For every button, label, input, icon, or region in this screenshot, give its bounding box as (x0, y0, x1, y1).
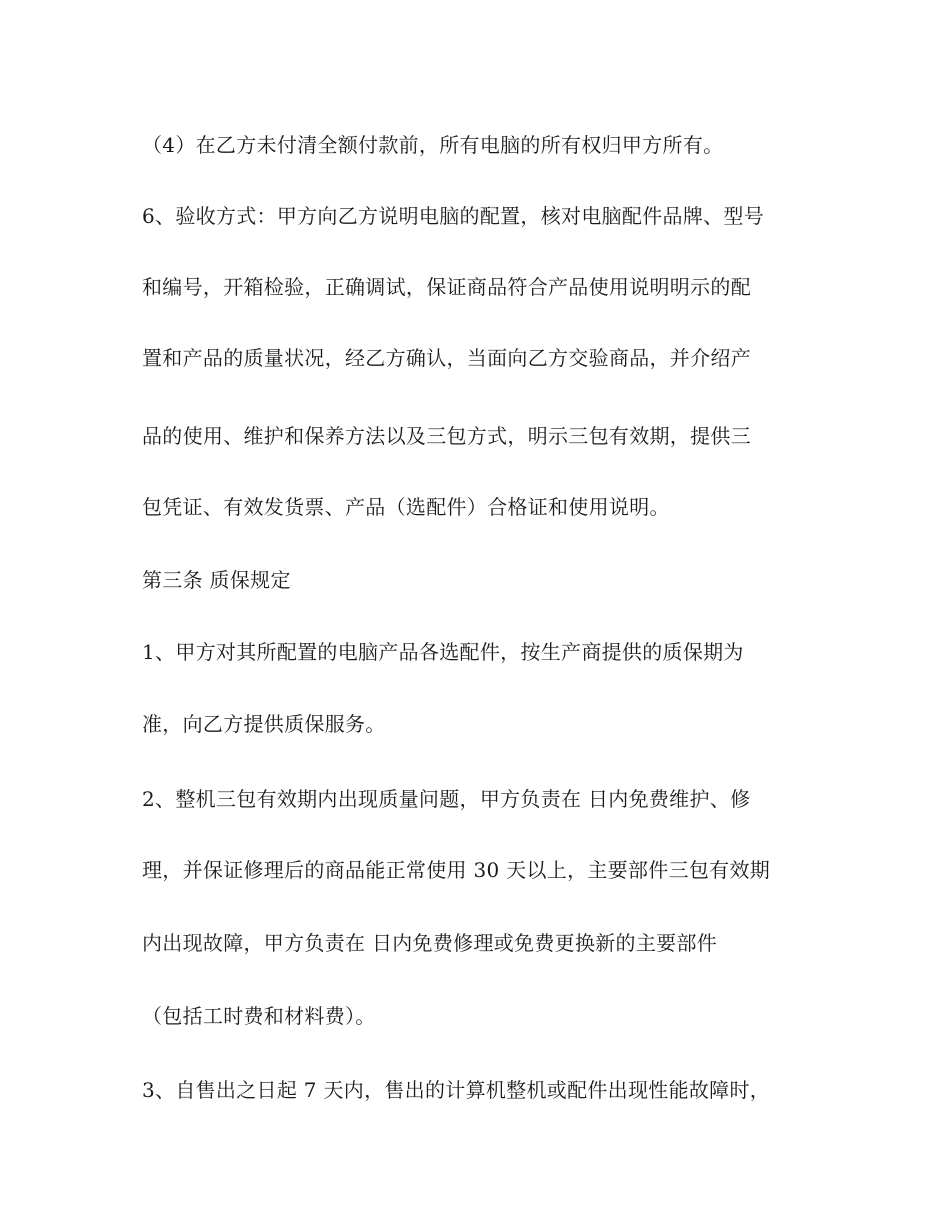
text-line-acceptance-2: 和编号，开箱检验，正确调试，保证商品符合产品使用说明明示的配 (142, 275, 751, 299)
text-line-acceptance-4: 品的使用、维护和保养方法以及三包方式，明示三包有效期，提供三 (142, 424, 751, 448)
text-line-warranty-2c: 内出现故障，甲方负责在 日内免费修理或免费更换新的主要部件 (142, 931, 718, 955)
text-line-acceptance-5: 包凭证、有效发货票、产品（选配件）合格证和使用说明。 (142, 495, 670, 519)
text-line-acceptance-method: 6、验收方式：甲方向乙方说明电脑的配置，核对电脑配件品牌、型号 (142, 204, 765, 228)
text-line-warranty-2d: （包括工时费和材料费）。 (142, 1004, 376, 1028)
text-line-warranty-3: 3、自售出之日起 7 天内，售出的计算机整机或配件出现性能故障时， (142, 1078, 771, 1102)
text-line-warranty-1: 1、甲方对其所配置的电脑产品各选配件，按生产商提供的质保期为 (142, 640, 744, 664)
text-line-warranty-1b: 准，向乙方提供质保服务。 (142, 712, 386, 736)
text-line-acceptance-3: 置和产品的质量状况，经乙方确认，当面向乙方交验商品，并介绍产 (142, 346, 751, 370)
text-line-payment-ownership: （4）在乙方未付清全额付款前，所有电脑的所有权归甲方所有。 (142, 133, 724, 157)
section-heading-warranty: 第三条 质保规定 (142, 568, 291, 592)
text-line-warranty-2: 2、整机三包有效期内出现质量问题，甲方负责在 日内免费维护、修 (142, 787, 751, 811)
text-line-warranty-2b: 理，并保证修理后的商品能正常使用 30 天以上，主要部件三包有效期 (142, 858, 771, 882)
